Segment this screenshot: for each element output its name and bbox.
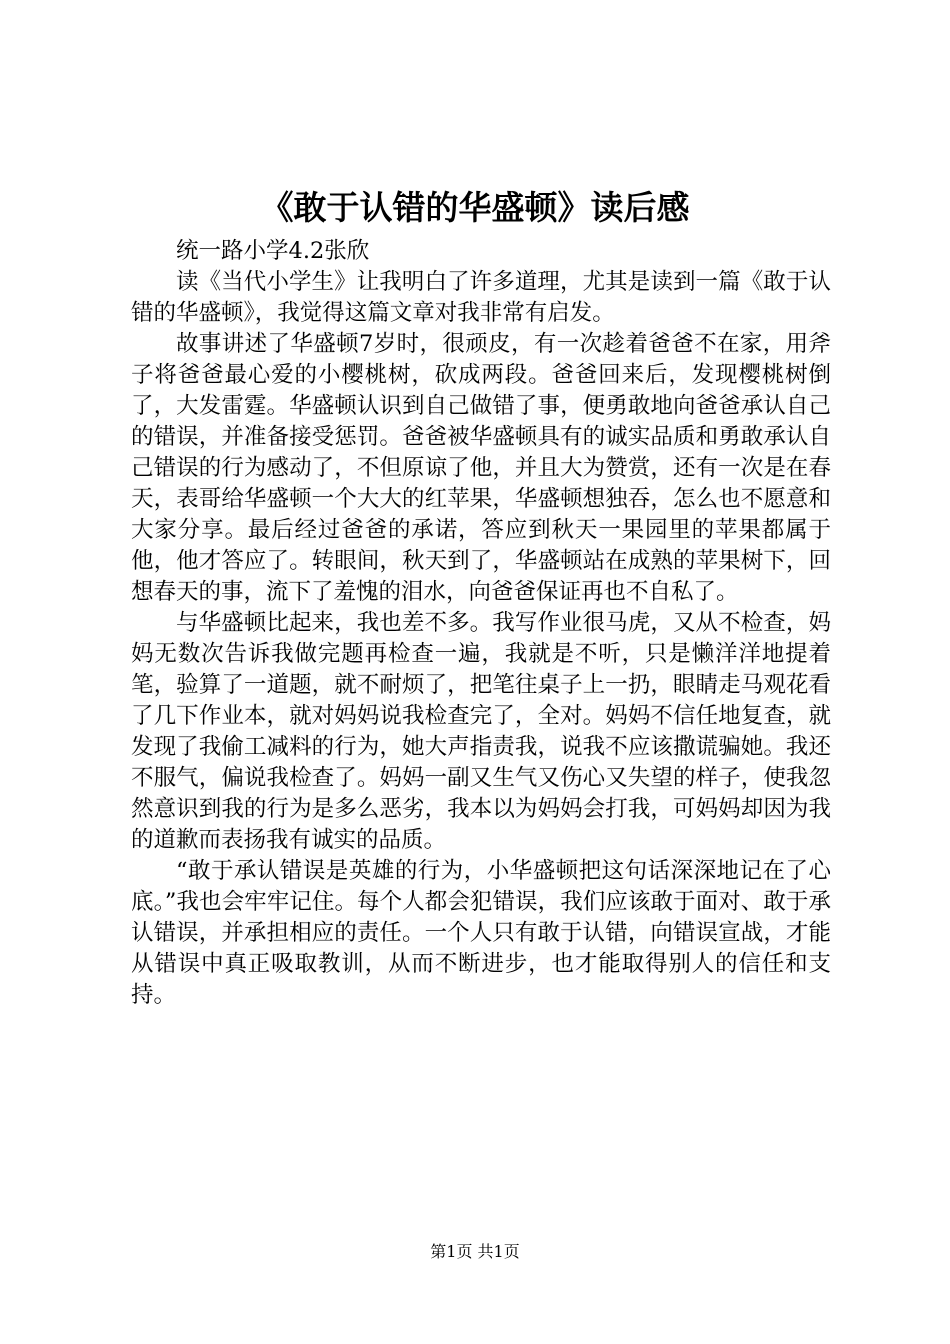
author-line: 统一路小学4.2张欣 — [176, 238, 370, 264]
paragraph-4: “敢于承认错误是英雄的行为，小华盛顿把这句话深深地记在了心底。”我也会牢牢记住。每个人都会犯错误，我们应该敢于面对、敢于承认错误，并承担相应的责任。一个人只有敢于认错，向错误宣战，才能从错误中真正吸取教训，从而不断进步，也才能取得别人的信任和支持。 — [131, 858, 831, 1008]
paragraph-2: 故事讲述了华盛顿7岁时，很顽皮，有一次趁着爸爸不在家，用斧子将爸爸最心爱的小樱桃树，砍成两段。爸爸回来后，发现樱桃树倒了，大发雷霆。华盛顿认识到自己做错了事，便勇敢地向爸爸承认自己的错误，并准备接受惩罚。爸爸被华盛顿具有的诚实品质和勇敢承认自己错误的行为感动了，不但原谅了他，并且大为赞赏，还有一次是在春天，表哥给华盛顿一个大大的红苹果，华盛顿想独吞，怎么也不愿意和大家分享。最后经过爸爸的承诺，答应到秋天一果园里的苹果都属于他，他才答应了。转眼间，秋天到了，华盛顿站在成熟的苹果树下，回想春天的事，流下了羞愧的泪水，向爸爸保证再也不自私了。 — [131, 331, 831, 605]
paragraph-3: 与华盛顿比起来，我也差不多。我写作业很马虎，又从不检查，妈妈无数次告诉我做完题再检查一遍，我就是不听，只是懒洋洋地提着笔，验算了一道题，就不耐烦了，把笔往桌子上一扔，眼睛走马观花看了几下作业本，就对妈妈说我检查完了，全对。妈妈不信任地复查，就发现了我偷工减料的行为，她大声指责我，说我不应该撒谎骗她。我还不服气，偏说我检查了。妈妈一副又生气又伤心又失望的样子，使我忽然意识到我的行为是多么恶劣，我本以为妈妈会打我，可妈妈却因为我的道歉而表扬我有诚实的品质。 — [131, 610, 831, 853]
page-footer: 第1页 共1页 — [430, 1242, 520, 1261]
page-title: 《敢于认错的华盛顿》读后感 — [260, 188, 690, 227]
paragraph-1: 读《当代小学生》让我明白了许多道理，尤其是读到一篇《敢于认错的华盛顿》，我觉得这篇文章对我非常有启发。 — [131, 269, 831, 326]
document-body — [131, 236, 831, 1011]
